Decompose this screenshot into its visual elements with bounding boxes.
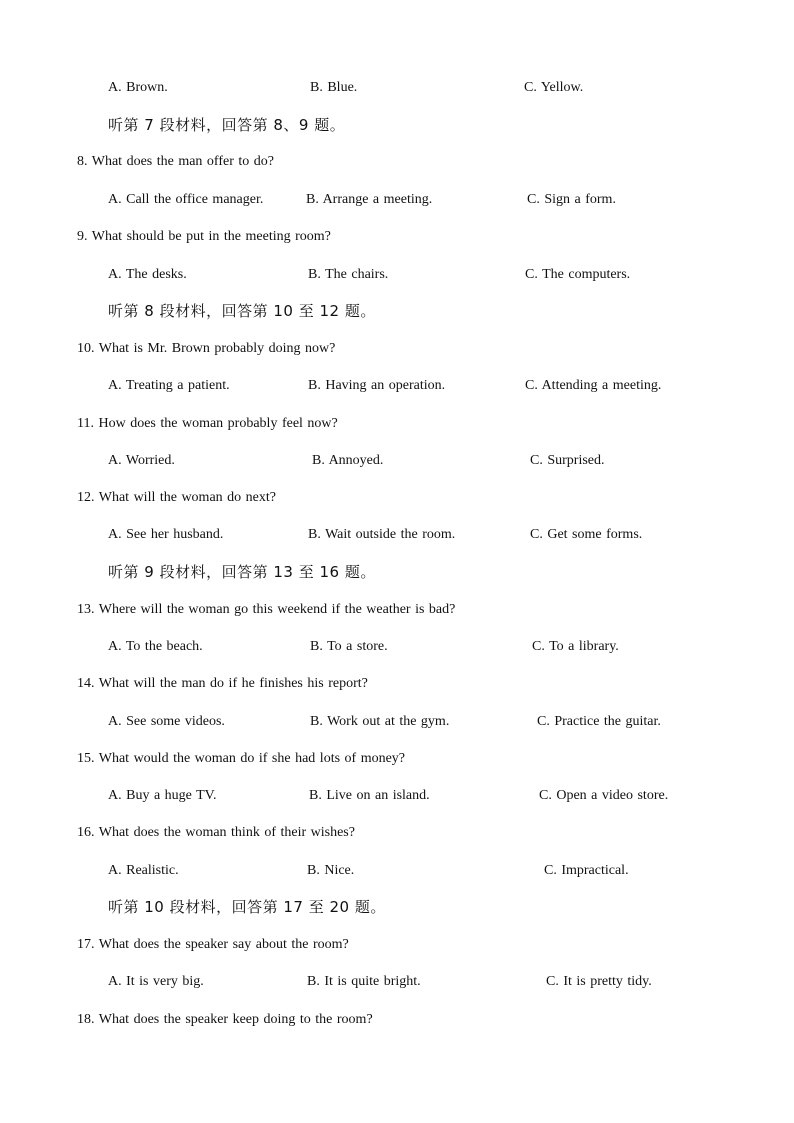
q11-option-c: C. Surprised. — [530, 453, 605, 468]
question-15: 15. What would the woman do if she had lots of money? — [77, 751, 406, 766]
question-18: 18. What does the speaker keep doing to the room? — [77, 1012, 373, 1027]
q11-option-b: B. Annoyed. — [312, 453, 384, 468]
q9-option-a: A. The desks. — [108, 267, 187, 282]
q17-option-a: A. It is very big. — [108, 974, 204, 989]
q17-option-c: C. It is pretty tidy. — [546, 974, 652, 989]
q9-option-c: C. The computers. — [525, 267, 631, 282]
q7-option-b: B. Blue. — [310, 80, 358, 95]
q8-option-c: C. Sign a form. — [527, 192, 616, 207]
question-14: 14. What will the man do if he finishes his report? — [77, 676, 368, 691]
q16-option-a: A. Realistic. — [108, 863, 179, 878]
question-8: 8. What does the man offer to do? — [77, 154, 274, 169]
q17-option-b: B. It is quite bright. — [307, 974, 421, 989]
q15-option-b: B. Live on an island. — [309, 788, 430, 803]
q11-option-a: A. Worried. — [108, 453, 175, 468]
q12-option-a: A. See her husband. — [108, 527, 224, 542]
q10-option-c: C. Attending a meeting. — [525, 378, 662, 393]
q10-option-b: B. Having an operation. — [308, 378, 446, 393]
question-12: 12. What will the woman do next? — [77, 490, 276, 505]
q15-option-a: A. Buy a huge TV. — [108, 788, 217, 803]
q13-option-a: A. To the beach. — [108, 639, 203, 654]
q13-option-c: C. To a library. — [532, 639, 619, 654]
section-heading-9: 听第 9 段材料，回答第 13 至 16 题。 — [108, 563, 376, 581]
q16-option-c: C. Impractical. — [544, 863, 629, 878]
q15-option-c: C. Open a video store. — [539, 788, 669, 803]
question-16: 16. What does the woman think of their wishes? — [77, 825, 355, 840]
q12-option-b: B. Wait outside the room. — [308, 527, 456, 542]
q8-option-b: B. Arrange a meeting. — [306, 192, 433, 207]
q12-option-c: C. Get some forms. — [530, 527, 643, 542]
q14-option-c: C. Practice the guitar. — [537, 714, 661, 729]
q16-option-b: B. Nice. — [307, 863, 355, 878]
section-heading-7: 听第 7 段材料，回答第 8、9 题。 — [108, 116, 346, 134]
question-9: 9. What should be put in the meeting room? — [77, 229, 331, 244]
q7-option-a: A. Brown. — [108, 80, 168, 95]
question-17: 17. What does the speaker say about the room? — [77, 937, 349, 952]
question-11: 11. How does the woman probably feel now? — [77, 416, 338, 431]
section-heading-8: 听第 8 段材料，回答第 10 至 12 题。 — [108, 302, 376, 320]
q13-option-b: B. To a store. — [310, 639, 388, 654]
q9-option-b: B. The chairs. — [308, 267, 389, 282]
q8-option-a: A. Call the office manager. — [108, 192, 264, 207]
q14-option-b: B. Work out at the gym. — [310, 714, 450, 729]
q10-option-a: A. Treating a patient. — [108, 378, 230, 393]
q14-option-a: A. See some videos. — [108, 714, 225, 729]
q7-option-c: C. Yellow. — [524, 80, 584, 95]
question-13: 13. Where will the woman go this weekend if the weather is bad? — [77, 602, 456, 617]
question-10: 10. What is Mr. Brown probably doing now? — [77, 341, 336, 356]
section-heading-10: 听第 10 段材料，回答第 17 至 20 题。 — [108, 898, 386, 916]
